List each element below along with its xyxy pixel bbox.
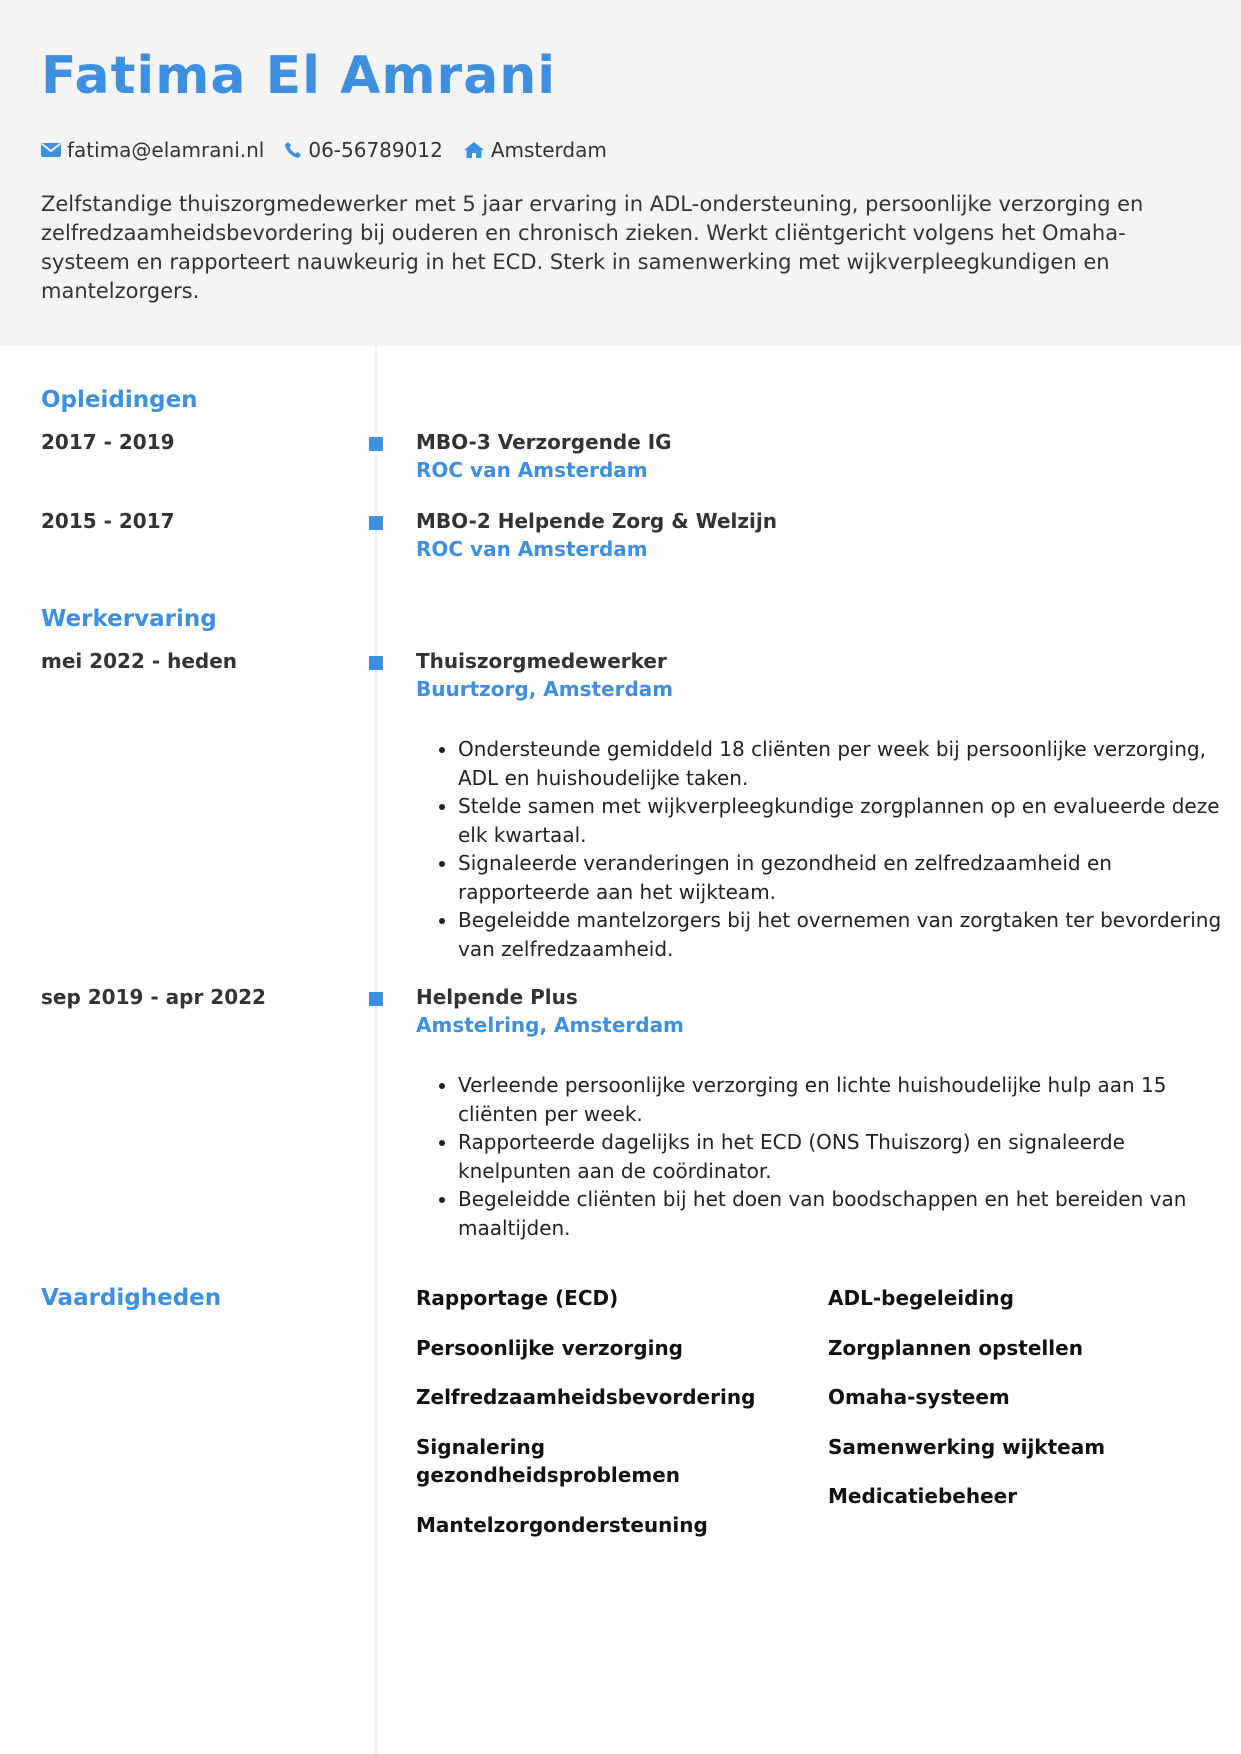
education-institution: ROC van Amsterdam [416, 458, 648, 482]
profile-summary: Zelfstandige thuiszorgmedewerker met 5 jaar ervaring in ADL-ondersteuning, persoonlijke verzorging en zelfredzaamheidsbevordering bij ouderen en chronisch zieken. Werkt cliëntgericht volgens het Omaha-systeem en rapporteert nauwkeurig in het ECD. Sterk in samenwerking met wijkverpleegkundigen en mantelzorgers. [41, 192, 1144, 303]
skill-item: ADL-begeleiding [828, 1286, 1014, 1310]
job-responsibilities [416, 735, 1238, 963]
contact-email[interactable] [41, 138, 264, 162]
timeline-marker [369, 992, 383, 1006]
skill-item: Rapportage (ECD) [416, 1286, 619, 1310]
list-item: • Stelde samen met wijkverpleegkundige zorgplannen op en evalueerde deze elk kwartaal. [458, 792, 1238, 849]
job-date: sep 2019 - apr 2022 [41, 985, 266, 1009]
list-item: • Begeleidde cliënten bij het doen van boodschappen en het bereiden van maaltijden. [458, 1185, 1238, 1242]
phone-icon [284, 141, 302, 159]
job-date: mei 2022 - heden [41, 649, 238, 673]
education-institution: ROC van Amsterdam [416, 537, 648, 561]
contact-phone[interactable] [284, 138, 442, 162]
skill-item: Zorgplannen opstellen [828, 1336, 1083, 1360]
location-text: Amsterdam [490, 138, 607, 162]
job-responsibilities [416, 1071, 1238, 1242]
resume-header [0, 0, 1241, 346]
timeline-marker [369, 516, 383, 530]
skills-section-title: Vaardigheden [41, 1285, 222, 1311]
education-date: 2017 - 2019 [41, 430, 175, 454]
skill-item: Zelfredzaamheidsbevordering [416, 1385, 756, 1409]
list-item: • Ondersteunde gemiddeld 18 cliënten per week bij persoonlijke verzorging, ADL en huishoudelijke taken. [458, 735, 1238, 792]
job-employer: Amstelring, Amsterdam [416, 1013, 684, 1037]
contact-location [463, 138, 607, 162]
candidate-name: Fatima El Amrani [41, 46, 557, 106]
job-title: Thuiszorgmedewerker [416, 649, 667, 673]
experience-section-title: Werkervaring [41, 606, 217, 632]
timeline-divider [375, 346, 377, 1754]
phone-text: 06-56789012 [308, 138, 443, 162]
education-date: 2015 - 2017 [41, 509, 175, 533]
skill-item: Samenwerking wijkteam [828, 1435, 1106, 1459]
skill-item: Medicatiebeheer [828, 1484, 1018, 1508]
skill-item: Signalering gezondheidsproblemen [416, 1435, 680, 1487]
email-text: fatima@elamrani.nl [67, 138, 265, 162]
contact-info [41, 138, 1200, 162]
education-section-title: Opleidingen [41, 387, 198, 413]
envelope-icon [41, 142, 61, 158]
list-item: • Begeleidde mantelzorgers bij het overnemen van zorgtaken ter bevordering van zelfredzaamheid. [458, 906, 1238, 963]
home-icon [463, 141, 485, 159]
skill-item: Omaha-systeem [828, 1385, 1010, 1409]
education-degree: MBO-2 Helpende Zorg & Welzijn [416, 509, 777, 533]
timeline-marker [369, 437, 383, 451]
skill-item: Mantelzorgondersteuning [416, 1513, 708, 1537]
list-item: • Rapporteerde dagelijks in het ECD (ONS Thuiszorg) en signaleerde knelpunten aan de coördinator. [458, 1128, 1238, 1185]
timeline-marker [369, 656, 383, 670]
list-item: • Signaleerde veranderingen in gezondheid en zelfredzaamheid en rapporteerde aan het wijkteam. [458, 849, 1238, 906]
job-title: Helpende Plus [416, 985, 578, 1009]
list-item: • Verleende persoonlijke verzorging en lichte huishoudelijke hulp aan 15 cliënten per week. [458, 1071, 1238, 1128]
education-degree: MBO-3 Verzorgende IG [416, 430, 672, 454]
job-employer: Buurtzorg, Amsterdam [416, 677, 674, 701]
skill-item: Persoonlijke verzorging [416, 1336, 684, 1360]
